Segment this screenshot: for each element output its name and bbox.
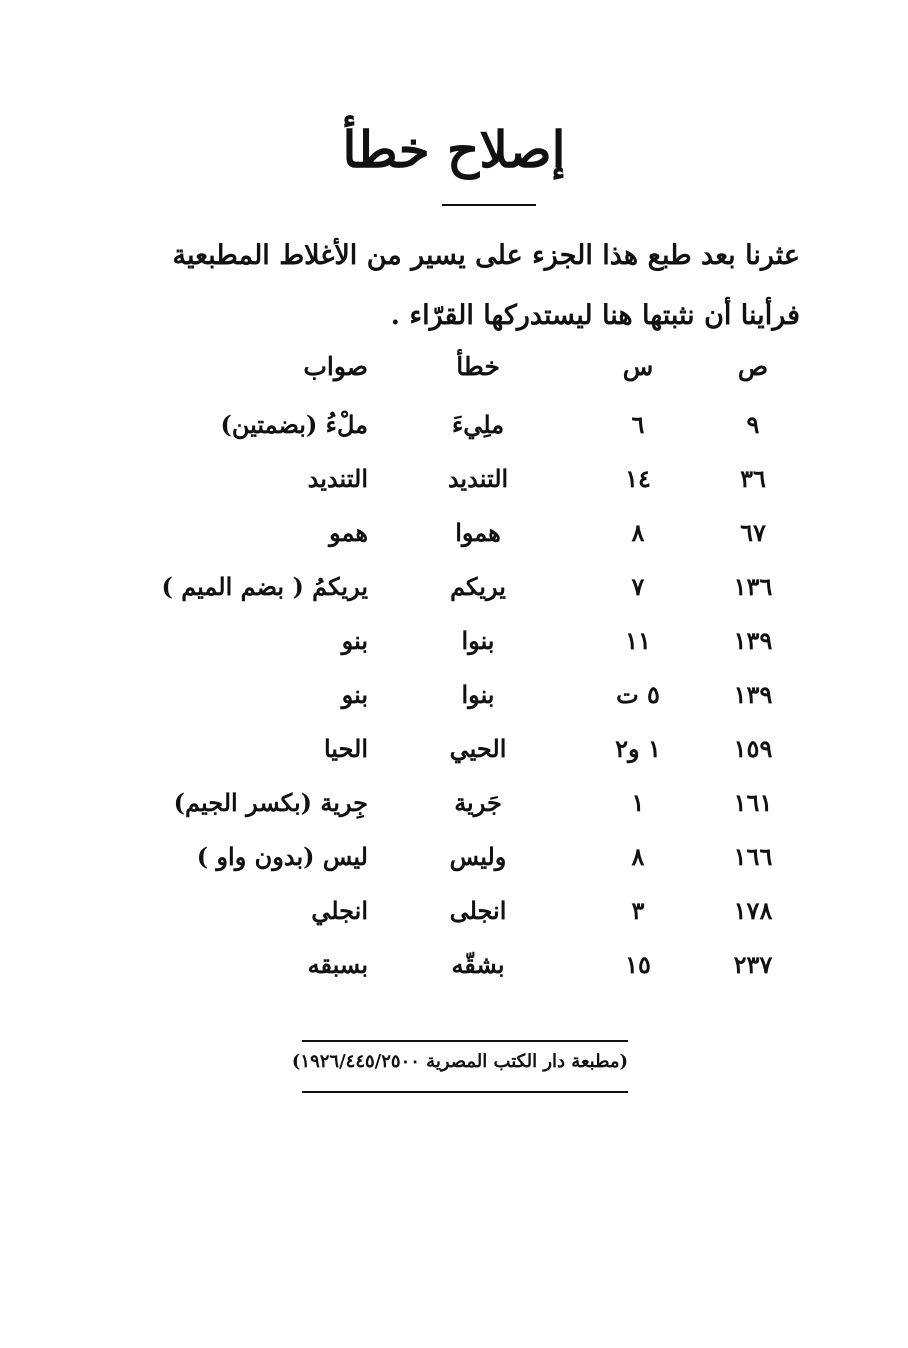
cell-line: ٨ (631, 842, 645, 871)
errata-row (0, 464, 908, 514)
cell-wrong: يريكم (450, 572, 506, 601)
cell-wrong: بنوا (461, 680, 495, 709)
errata-row (0, 842, 908, 892)
errata-row (0, 734, 908, 784)
cell-wrong: الحيي (449, 734, 507, 763)
cell-line: ١ (631, 788, 645, 817)
cell-page: ١٣٩ (733, 680, 773, 709)
cell-right: يريكمُ ( بضم الميم ) (161, 572, 368, 601)
cell-page: ٦٧ (740, 518, 766, 547)
cell-page: ١٦٦ (733, 842, 773, 871)
cell-wrong: هموا (455, 518, 501, 547)
cell-line: ١١ (625, 626, 651, 655)
cell-right: جِرية (بكسر الجيم) (173, 788, 368, 817)
intro-line-2: فرأينا أن نثبتها هنا ليستدركها القرّاء . (390, 300, 800, 331)
cell-wrong: ملِيءَ (451, 410, 505, 439)
cell-right: ملْءُ (بضمتين) (220, 410, 368, 439)
cell-wrong: انجلى (449, 896, 507, 925)
header-page: ص (737, 352, 769, 381)
cell-page: ٣٦ (740, 464, 766, 493)
cell-line: ٨ (631, 518, 645, 547)
cell-page: ٢٣٧ (733, 950, 773, 979)
cell-line: ١٥ (625, 950, 651, 979)
cell-line: ١ و٢ (615, 734, 661, 763)
header-wrong: خطأ (456, 352, 500, 381)
errata-row (0, 572, 908, 622)
cell-right: بنو (341, 626, 368, 655)
cell-page: ١٥٩ (733, 734, 773, 763)
errata-row (0, 410, 908, 460)
printer-imprint: (مطبعة دار الكتب المصرية ١٩٢٦/٤٤٥/٢٥٠٠) (291, 1051, 628, 1072)
cell-right: الحيا (323, 734, 368, 763)
title-underline (442, 204, 536, 206)
cell-line: ١٤ (625, 464, 651, 493)
errata-row (0, 788, 908, 838)
errata-row (0, 950, 908, 1000)
cell-right: ليس (بدون واو ) (196, 842, 368, 871)
cell-wrong: التنديد (447, 464, 509, 493)
cell-right: التنديد (307, 464, 368, 493)
intro-line-1: عثرنا بعد طبع هذا الجزء على يسير من الأغلاط المطبعية (172, 240, 800, 271)
cell-page: ١٦١ (733, 788, 773, 817)
errata-row (0, 626, 908, 676)
cell-wrong: جَرية (454, 788, 502, 817)
cell-page: ١٣٩ (733, 626, 773, 655)
errata-header-row (0, 352, 908, 402)
errata-row (0, 896, 908, 946)
cell-wrong: بشقّه (451, 950, 505, 979)
cell-right: انجلي (311, 896, 368, 925)
header-right: صواب (303, 352, 368, 381)
cell-wrong: وليس (449, 842, 507, 871)
cell-right: همو (329, 518, 368, 547)
imprint-rule-bottom (302, 1091, 628, 1093)
imprint-rule-top (302, 1040, 628, 1042)
cell-page: ١٧٨ (733, 896, 773, 925)
header-line: س (622, 352, 654, 381)
cell-line: ٥ ت (616, 680, 660, 709)
cell-page: ١٣٦ (733, 572, 773, 601)
cell-right: بنو (341, 680, 368, 709)
cell-right: بسبقه (307, 950, 368, 979)
errata-row (0, 518, 908, 568)
cell-line: ٧ (631, 572, 645, 601)
cell-wrong: بنوا (461, 626, 495, 655)
cell-line: ٣ (631, 896, 645, 925)
page-title: إصلاح خطأ (342, 120, 566, 179)
cell-line: ٦ (631, 410, 645, 439)
cell-page: ٩ (746, 410, 760, 439)
errata-row (0, 680, 908, 730)
